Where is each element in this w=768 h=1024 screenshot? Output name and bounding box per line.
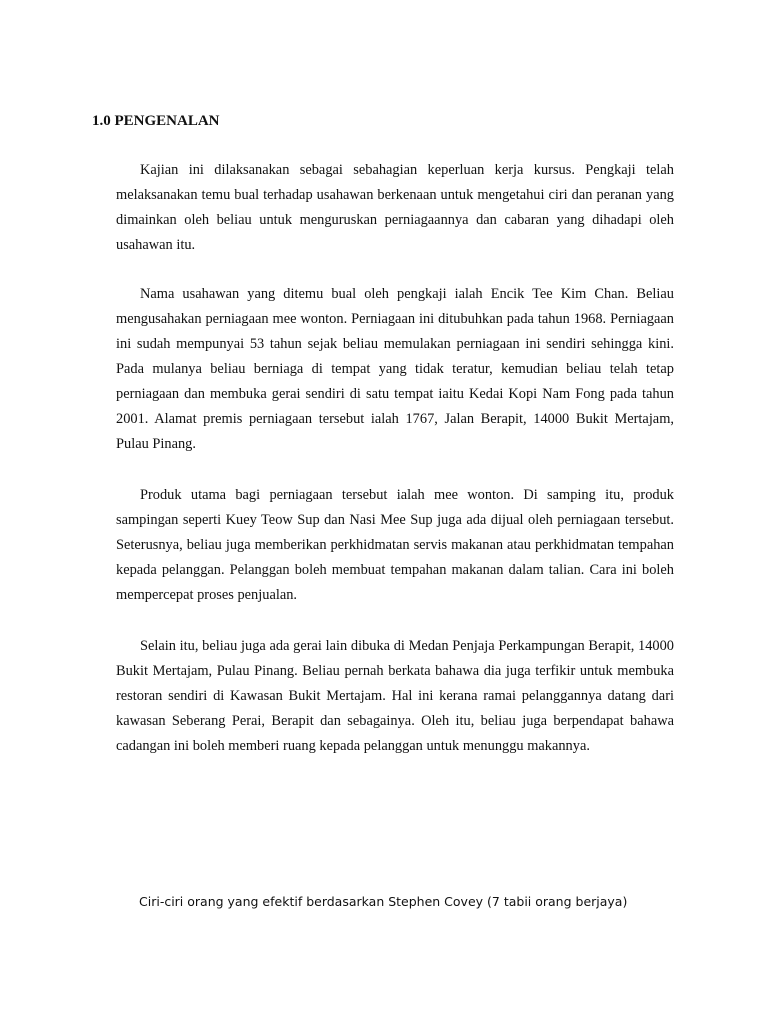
paragraph-entrepreneur-background: Nama usahawan yang ditemu bual oleh pengkaji ialah Encik Tee Kim Chan. Beliau mengusahakan perniagaan mee wonton. Perniagaan ini ditubuhkan pada tahun 1968. Perniagaan ini sudah mempunyai 53 tahun sejak beliau memulakan perniagaan ini sendiri sehingga kini. Pada mulanya beliau berniaga di tempat yang tidak teratur, kemudian beliau telah tetap perniagaan dan membuka gerai sendiri di satu tempat iaitu Kedai Kopi Nam Fong pada tahun 2001. Alamat premis perniagaan tersebut ialah 1767, Jalan Berapit, 14000 Bukit Mertajam, Pulau Pinang. [116, 286, 674, 452]
figure-caption: Ciri-ciri orang yang efektif berdasarkan Stephen Covey (7 tabii orang berjaya) [139, 894, 628, 909]
paragraph-other-outlets: Selain itu, beliau juga ada gerai lain dibuka di Medan Penjaja Perkampungan Berapit, 14000 Bukit Mertajam, Pulau Pinang. Beliau pernah berkata bahawa dia juga terfikir untuk membuka restoran sendiri di Kawasan Bukit Mertajam. Hal ini kerana ramai pelanggannya datang dari kawasan Seberang Perai, Berapit dan sebagainya. Oleh itu, beliau juga berpendapat bahawa cadangan ini boleh memberi ruang kepada pelanggan untuk menunggu makannya. [116, 638, 674, 754]
section-heading: 1.0 PENGENALAN [92, 113, 220, 129]
paragraph-introduction: Kajian ini dilaksanakan sebagai sebahagian keperluan kerja kursus. Pengkaji telah melaksanakan temu bual terhadap usahawan berkenaan untuk mengetahui ciri dan peranan yang dimainkan oleh beliau untuk menguruskan perniagaannya dan cabaran yang dihadapi oleh usahawan itu. [116, 162, 674, 253]
paragraph-products-services: Produk utama bagi perniagaan tersebut ialah mee wonton. Di samping itu, produk sampingan seperti Kuey Teow Sup dan Nasi Mee Sup juga ada dijual oleh perniagaan tersebut. Seterusnya, beliau juga memberikan perkhidmatan servis makanan atau perkhidmatan tempahan kepada pelanggan. Pelanggan boleh membuat tempahan makanan dalam talian. Cara ini boleh mempercepat proses penjualan. [116, 487, 674, 603]
